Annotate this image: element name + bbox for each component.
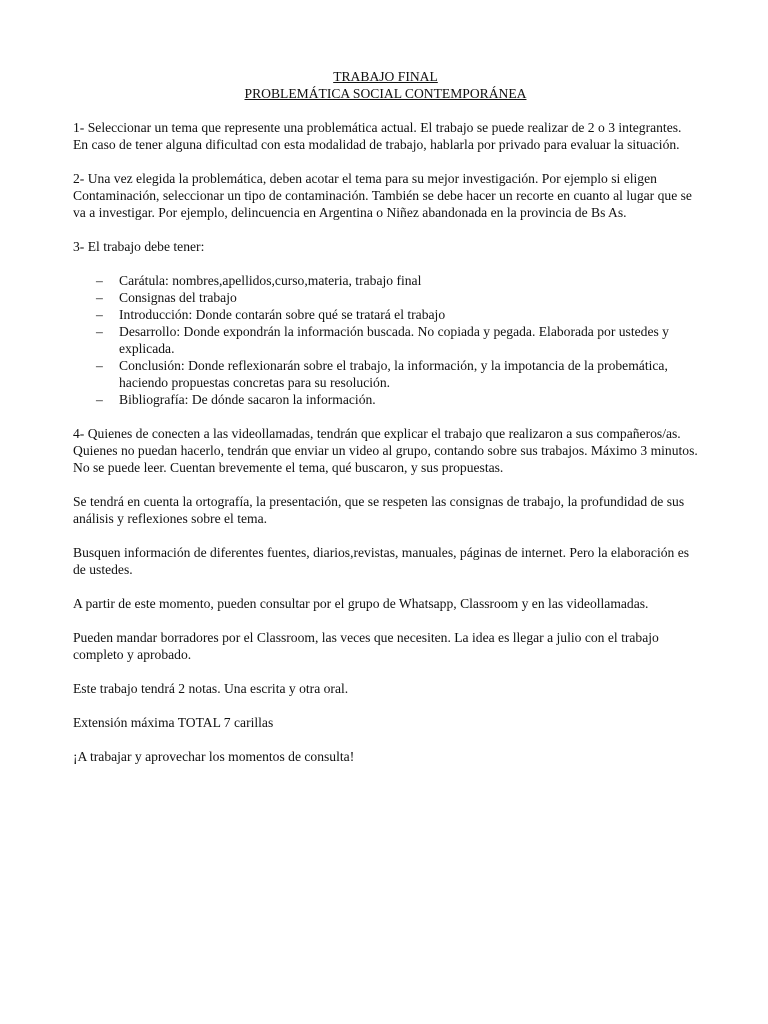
paragraph-2: 2- Una vez elegida la problemática, deben acotar el tema para su mejor investigación. Por ejemplo si eligen Contaminación, seleccionar un tipo de contaminación. También se debe hacer un recorte en cuanto al lugar que se va a investigar. Por ejemplo, delincuencia en Argentina o Niñez abandonada en la provincia de Bs As. — [73, 171, 692, 220]
list-item-text: Conclusión: Donde reflexionarán sobre el trabajo, la información, y la impotancia de la probemática, haciendo propuestas concretas para su resolución. — [119, 358, 668, 390]
document-body — [73, 68, 698, 782]
paragraph-evaluation: Se tendrá en cuenta la ortografía, la presentación, que se respeten las consignas de trabajo, la profundidad de sus análisis y reflexiones sobre el tema. — [73, 494, 685, 526]
paragraph-grades: Este trabajo tendrá 2 notas. Una escrita y otra oral. — [73, 681, 349, 696]
document-subtitle: PROBLEMÁTICA SOCIAL CONTEMPORÁNEA — [244, 86, 527, 101]
requirements-list — [73, 272, 698, 408]
paragraph-closing: ¡A trabajar y aprovechar los momentos de consulta! — [73, 749, 355, 764]
paragraph-1: 1- Seleccionar un tema que represente una problemática actual. El trabajo se puede realizar de 2 o 3 integrantes. En caso de tener alguna dificultad con esta modalidad de trabajo, hablarla por privado para evaluar la situación. — [73, 120, 682, 152]
list-item-text: Bibliografía: De dónde sacaron la información. — [119, 392, 376, 407]
list-item-text: Desarrollo: Donde expondrán la información buscada. No copiada y pegada. Elaborada por ustedes y explicada. — [119, 324, 669, 356]
list-item-text: Carátula: nombres,apellidos,curso,materia, trabajo final — [119, 273, 422, 288]
paragraph-drafts: Pueden mandar borradores por el Classroom, las veces que necesiten. La idea es llegar a julio con el trabajo completo y aprobado. — [73, 630, 659, 662]
paragraph-length: Extensión máxima TOTAL 7 carillas — [73, 715, 274, 730]
paragraph-3: 3- El trabajo debe tener: — [73, 239, 205, 254]
list-item — [73, 272, 698, 289]
dash-marker: – — [96, 273, 103, 288]
paragraph-sources: Busquen información de diferentes fuentes, diarios,revistas, manuales, páginas de internet. Pero la elaboración es de ustedes. — [73, 545, 690, 577]
list-item-text: Introducción: Donde contarán sobre qué se tratará el trabajo — [119, 307, 446, 322]
list-item-text: Consignas del trabajo — [119, 290, 237, 305]
document-title: TRABAJO FINAL — [333, 69, 438, 84]
paragraph-consultation: A partir de este momento, pueden consultar por el grupo de Whatsapp, Classroom y en las videollamadas. — [73, 596, 649, 611]
dash-marker: – — [96, 324, 103, 339]
dash-marker: – — [96, 307, 103, 322]
dash-marker: – — [96, 358, 103, 373]
dash-marker: – — [96, 392, 103, 407]
list-item — [73, 323, 698, 357]
dash-marker: – — [96, 290, 103, 305]
list-item — [73, 289, 698, 306]
list-item — [73, 357, 698, 391]
list-item — [73, 391, 698, 408]
list-item — [73, 306, 698, 323]
paragraph-4: 4- Quienes de conecten a las videollamadas, tendrán que explicar el trabajo que realizaron a sus compañeros/as. Quienes no puedan hacerlo, tendrán que enviar un video al grupo, contando sobre sus trabajos. Máximo 3 minutos. No se puede leer. Cuentan brevemente el tema, qué buscaron, y sus propuestas. — [73, 426, 698, 475]
